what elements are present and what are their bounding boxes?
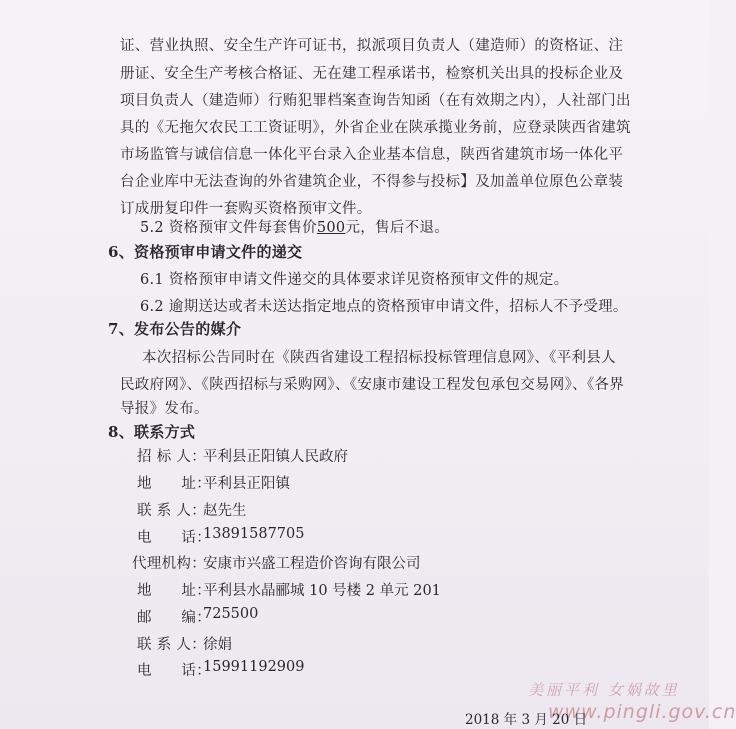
body-line-2: 册证、安全生产考核合格证、无在建工程承诺书，检察机关出具的投标企业及 (120, 66, 624, 82)
media-line-2: 民政府网》、《陕西招标与采购网》、《安康市建设工程发包承包交易网》、《各界 (120, 377, 625, 393)
contact-value: 安康市兴盛工程造价咨询有限公司 (203, 556, 421, 572)
section-5-2 (140, 216, 449, 237)
price-prefix: 5.2 资格预审文件每套售价 (140, 220, 317, 236)
watermark-slogan: 美丽平利 女娲故里 (528, 681, 680, 699)
media-line-1: 本次招标公告同时在《陕西省建设工程招标投标管理信息网》、《平利县人 (142, 350, 616, 366)
body-line-6: 台企业库中无法查询的外省建筑企业，不得参与投标】及加盖单位原色公章装 (120, 174, 624, 190)
section-6-2: 6.2 逾期送达或者未送达指定地点的资格预审申请文件，招标人不予受理。 (140, 299, 628, 315)
media-line-3: 导报》发布。 (120, 401, 209, 417)
body-line-5: 市场监管与诚信信息一体化平台录入企业基本信息，陕西省建筑市场一体化平 (120, 147, 624, 163)
section-6-1: 6.1 资格预审申请文件递交的具体要求详见资格预审文件的规定。 (140, 272, 569, 288)
body-line-7: 订成册复印件一套购买资格预审文件。 (120, 201, 372, 217)
contact-label: 联 系 人： (137, 503, 207, 519)
body-line-4: 具的《无拖欠农民工工资证明》，外省企业在陕承揽业务前，应登录陕西省建筑 (120, 120, 631, 136)
contact-value: 13891587705 (203, 526, 305, 542)
price-suffix: 元，售后不退。 (345, 220, 450, 236)
document-date: 2018 年 3 月 20 日 (465, 712, 588, 728)
contact-label: 电 话： (137, 663, 211, 679)
price-value: 500 (316, 220, 346, 236)
contact-value: 平利县正阳镇 (203, 476, 290, 492)
contact-value: 平利县水晶郦城 10 号楼 2 单元 201 (203, 583, 441, 599)
contact-value: 725500 (203, 606, 259, 622)
contact-label: 地 址： (137, 476, 211, 492)
contact-label: 邮 编： (137, 610, 211, 626)
contact-label: 联 系 人： (137, 637, 207, 653)
contact-value: 徐娟 (203, 637, 232, 653)
contact-label: 地 址： (137, 583, 211, 599)
heading-8: 8、联系方式 (108, 423, 196, 441)
body-line-1: 证、营业执照、安全生产许可证书，拟派项目负责人（建造师）的资格证、注 (120, 38, 624, 54)
contact-value: 15991192909 (203, 659, 305, 675)
heading-7: 7、发布公告的媒介 (108, 320, 242, 338)
contact-value: 平利县正阳镇人民政府 (203, 449, 348, 465)
contact-value: 赵先生 (203, 503, 247, 519)
contact-label: 电 话： (137, 530, 211, 546)
contact-label: 招 标 人： (137, 449, 207, 465)
watermark-url: www.pingli.gov.cn (548, 701, 736, 723)
heading-6: 6、资格预审申请文件的递交 (108, 243, 303, 261)
body-line-3: 项目负责人（建造师）行贿犯罪档案查询告知函（在有效期之内），人社部门出 (120, 93, 631, 109)
contact-label: 代理机构： (132, 556, 206, 572)
